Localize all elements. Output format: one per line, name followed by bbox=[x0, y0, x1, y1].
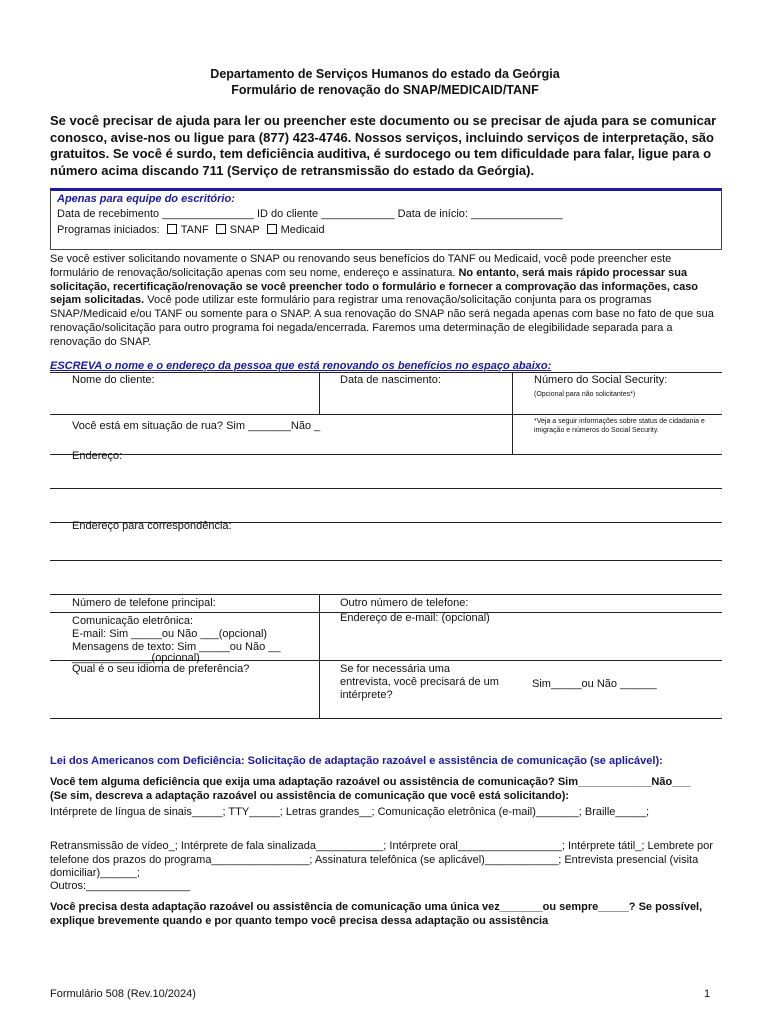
sms-choice: Mensagens de texto: Sim _____ou Não __ bbox=[72, 641, 281, 653]
birth-date-label: Data de nascimento: bbox=[340, 374, 441, 386]
ssn-label: Número do Social Security: bbox=[534, 374, 668, 386]
programs-label: Programas iniciados: bbox=[57, 224, 160, 236]
citizenship-note: *Veja a seguir informações sobre status de cidadania e imigração e números do Social Security. bbox=[534, 418, 705, 434]
medicaid-checkbox[interactable] bbox=[267, 224, 277, 234]
office-line-1: Data de recebimento _______________ ID do cliente ____________ Data de início: _______________ bbox=[57, 208, 563, 220]
ada-heading: Lei dos Americanos com Deficiência: Solicitação de adaptação razoável e assistência de comunicação (se aplicável): bbox=[50, 755, 663, 767]
homeless-question: Você está em situação de rua? Sim _______Não _ bbox=[72, 420, 321, 432]
programs-line bbox=[57, 224, 325, 236]
email-address-label: Endereço de e-mail: (opcional) bbox=[340, 612, 490, 624]
optional-line: _____________(opcional) bbox=[72, 652, 200, 664]
snap-checkbox[interactable] bbox=[216, 224, 226, 234]
phone-main-label: Número de telefone principal: bbox=[72, 597, 216, 609]
snap-label: SNAP bbox=[229, 224, 260, 236]
form-title: Formulário de renovação do SNAP/MEDICAID/TANF bbox=[231, 83, 539, 97]
page-number: 1 bbox=[704, 988, 711, 1000]
interpreter-answer: Sim_____ou Não ______ bbox=[532, 678, 657, 690]
office-use-box bbox=[50, 188, 722, 250]
header-line-1: Departamento de Serviços Humanos do estado da Geórgia bbox=[210, 67, 560, 81]
medicaid-label: Medicaid bbox=[280, 224, 325, 236]
client-name-label: Nome do cliente: bbox=[72, 374, 155, 386]
ada-options-2: Retransmissão de vídeo_; Intérprete de fala sinalizada___________; Intérprete oral_________________; Intérprete tátil_; Lembrete por telefone dos prazos do programa________________; Assinatura telefônica (se aplicável)____________; Entrevista presencial (visita domiciliar)______; bbox=[50, 840, 713, 879]
language-label: Qual é o seu idioma de preferência? bbox=[72, 663, 250, 675]
office-heading: Apenas para equipe do escritório: bbox=[57, 193, 235, 205]
tanf-checkbox[interactable] bbox=[167, 224, 177, 234]
ssn-note: (Opcional para não solicitantes*) bbox=[534, 391, 636, 398]
mailing-address-label: Endereço para correspondência: bbox=[72, 520, 232, 532]
electronic-comm-label: Comunicação eletrônica: bbox=[72, 615, 194, 627]
email-choice: E-mail: Sim _____ou Não ___(opcional) bbox=[72, 628, 268, 640]
phone-other-label: Outro número de telefone: bbox=[340, 597, 469, 609]
interpreter-question: Se for necessária uma entrevista, você precisará de um intérprete? bbox=[340, 663, 499, 701]
address-label: Endereço: bbox=[72, 450, 123, 462]
ada-question-2: Você precisa desta adaptação razoável ou assistência de comunicação uma única vez_______ou sempre_____? Se possível, explique brevemente quando e por quanto tempo você precisa dessa adaptação ou assistência bbox=[50, 901, 703, 927]
section-heading: ESCREVA o nome e o endereço da pessoa que está renovando os benefícios no espaço abaixo: bbox=[50, 360, 552, 372]
ada-options-1: Intérprete de língua de sinais_____; TTY_____; Letras grandes__; Comunicação eletrônica (e-mail)_______; Braille_____; bbox=[50, 806, 650, 818]
tanf-label: TANF bbox=[180, 224, 209, 236]
form-number: Formulário 508 (Rev.10/2024) bbox=[50, 988, 196, 1000]
ada-question-1: Você tem alguma deficiência que exija uma adaptação razoável ou assistência de comunicação? Sim____________Não___ bbox=[50, 776, 691, 788]
applicant-grid bbox=[50, 372, 722, 718]
intro-text: Se você precisar de ajuda para ler ou preencher este documento ou se precisar de ajuda para se comunicar conosco, avise-nos ou ligue para (877) 423-4746. Nossos serviços, incluindo serviços de interpretação, são gratuitos. Se você é surdo, tem deficiência auditiva, é surdocego ou tem dificuldade para falar, ligue para o número acima discando 711 (Serviço de retransmissão do estado da Geórgia). bbox=[50, 113, 717, 178]
ada-others: Outros:_________________ bbox=[50, 880, 191, 892]
ada-question-1b: (Se sim, descreva a adaptação razoável ou assistência de comunicação que você está solicitando): bbox=[50, 790, 570, 802]
instructions-paragraph: Se você estiver solicitando novamente o SNAP ou renovando seus benefícios do TANF ou Medicaid, você pode preencher este formulário de renovação/solicitação apenas com seu nome, endereço e assinatura. No entanto, será mais rápido processar sua solicitação, recertificação/renovação se você preencher todo o formulário e fornecer a comprovação das informações, caso sejam solicitadas. Você pode utilizar este formulário para registrar uma renovação/solicitação conjunta para os programas SNAP/Medicaid e/ou TANF ou somente para o SNAP. A sua renovação do SNAP não será negada apenas com base no fato de que sua renovação/solicitação para outro programa foi negada/encerrada. Faremos uma determinação de elegibilidade separada para a renovação do SNAP. bbox=[50, 253, 714, 348]
